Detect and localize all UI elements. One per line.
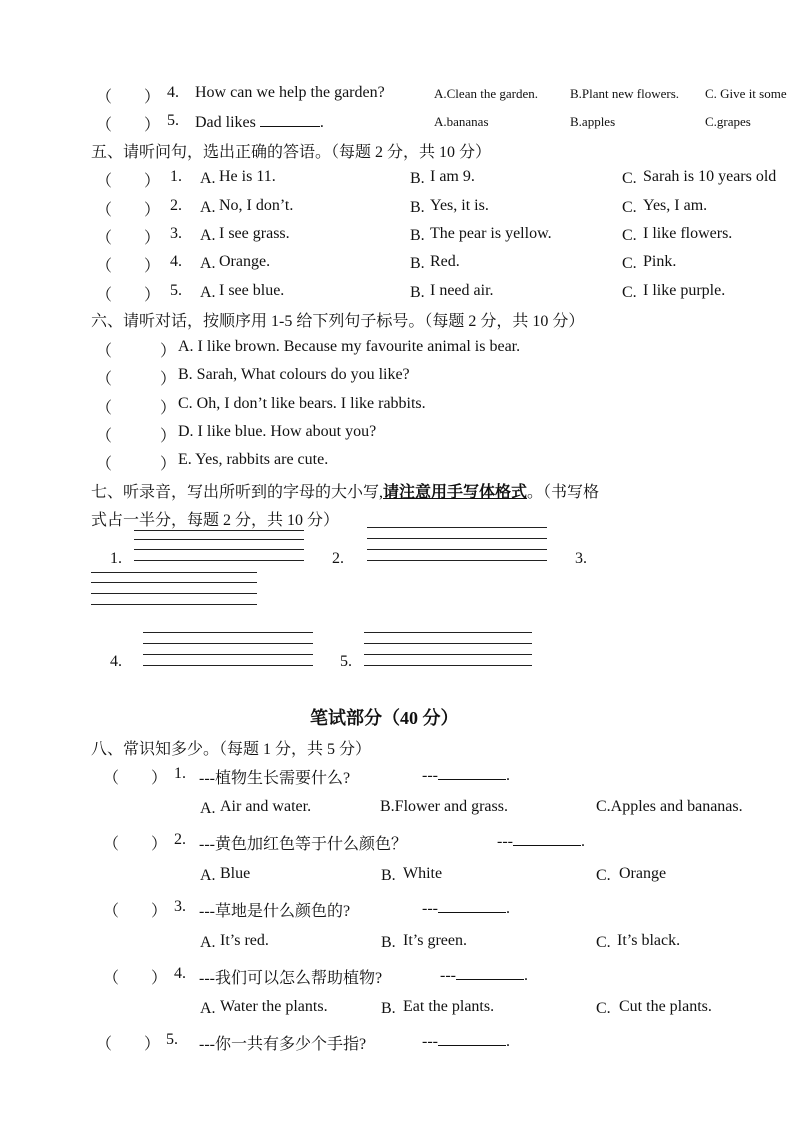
s6-b-paren: （ ） — [96, 371, 177, 388]
s6-d-text: D. I like blue. How about you? — [178, 423, 377, 440]
s8-q3-c: It’s black. — [617, 932, 681, 949]
s8-q1-a-letter: A. — [200, 800, 216, 817]
section8-heading: 八、常识知多少。（每题 1 分，共 5 分） — [91, 741, 372, 758]
s8-q4-answer — [440, 965, 528, 985]
s8-q5-answer-prefix: --- — [422, 1033, 438, 1050]
s5-q1-a-letter: A. — [200, 170, 216, 187]
s8-q4-c-letter: C. — [596, 1000, 611, 1017]
q5-option-c: C.grapes — [705, 114, 751, 129]
s8-q4-question: ---我们可以怎么帮助植物? — [199, 970, 383, 987]
s5-q5-paren: （ ） — [96, 287, 161, 304]
s8-q2-c: Orange — [619, 865, 667, 882]
s8-q5-paren: （ ） — [96, 1036, 161, 1053]
s8-q3-answer-prefix: --- — [422, 900, 438, 917]
s5-q5-c-letter: C. — [622, 284, 637, 301]
s8-q2-answer-suffix: . — [580, 833, 585, 850]
q4-option-c: C. Give it some — [705, 86, 787, 101]
s8-q3-answer-blank[interactable] — [438, 898, 506, 913]
s5-q3-number: 3. — [170, 225, 182, 242]
s8-q2-answer-blank[interactable] — [513, 831, 581, 846]
s5-q2-b-letter: B. — [410, 199, 425, 216]
s5-q1-number: 1. — [170, 168, 182, 185]
s8-q2-paren: （ ） — [103, 836, 168, 853]
s8-q3-c-letter: C. — [596, 934, 611, 951]
q5-answer-blank[interactable] — [260, 112, 320, 127]
q5-option-a: A.bananas — [434, 114, 489, 129]
s8-q3-answer-suffix: . — [505, 900, 510, 917]
s8-q2-answer — [497, 831, 585, 851]
q5-stem-end: . — [319, 114, 324, 131]
s5-q1-c-letter: C. — [622, 170, 637, 187]
s8-q3-paren: （ ） — [103, 903, 168, 920]
section7-heading-pre: 七、听录音，写出所听到的字母的大小写, — [91, 484, 384, 501]
writing-lines-3[interactable] — [91, 572, 257, 606]
q5-stem-text: Dad likes — [195, 114, 256, 131]
s5-q4-a-letter: A. — [200, 255, 216, 272]
q5-number: 5. — [167, 112, 179, 129]
s5-q3-b: The pear is yellow. — [430, 225, 552, 242]
writing-label-1: 1. — [110, 550, 122, 567]
s8-q4-answer-suffix: . — [523, 967, 528, 984]
s8-q3-number: 3. — [174, 898, 186, 915]
s5-q3-c-letter: C. — [622, 227, 637, 244]
s5-q2-paren: （ ） — [96, 202, 161, 219]
s8-q1-answer-blank[interactable] — [438, 765, 506, 780]
s5-q5-c: I like purple. — [643, 282, 726, 299]
s6-c-paren: （ ） — [96, 400, 177, 417]
q5-option-b: B.apples — [570, 114, 616, 129]
section7-heading-emphasis: 请注意用手写体格式 — [383, 484, 528, 501]
q5-paren: （ ） — [96, 117, 161, 134]
s8-q1-paren: （ ） — [103, 770, 168, 787]
written-part-title: 笔试部分（40 分） — [310, 708, 459, 728]
s5-q4-c-letter: C. — [622, 255, 637, 272]
s5-q2-a-letter: A. — [200, 199, 216, 216]
s8-q4-a: Water the plants. — [220, 998, 328, 1015]
s6-e-text: E. Yes, rabbits are cute. — [178, 451, 329, 468]
q4-option-b: B.Plant new flowers. — [570, 86, 680, 101]
s6-d-paren: （ ） — [96, 428, 177, 445]
s8-q2-b-letter: B. — [381, 867, 396, 884]
s8-q1-a: Air and water. — [220, 798, 312, 815]
section7-heading-post: 。（书写格 — [527, 484, 600, 501]
s8-q1-answer-suffix: . — [505, 767, 510, 784]
s5-q2-c-letter: C. — [622, 199, 637, 216]
q4-option-a: A.Clean the garden. — [434, 86, 538, 101]
s6-e-paren: （ ） — [96, 456, 177, 473]
q5-stem — [195, 112, 324, 132]
s8-q4-number: 4. — [174, 965, 186, 982]
s5-q1-paren: （ ） — [96, 173, 161, 190]
s8-q2-answer-prefix: --- — [497, 833, 513, 850]
s5-q3-c: I like flowers. — [643, 225, 733, 242]
s5-q4-b-letter: B. — [410, 255, 425, 272]
s5-q2-a: No, I don’t. — [219, 197, 294, 214]
s5-q1-b: I am 9. — [430, 168, 475, 185]
writing-label-5: 5. — [340, 653, 352, 670]
s5-q3-paren: （ ） — [96, 230, 161, 247]
s5-q2-c: Yes, I am. — [643, 197, 708, 214]
q4-stem: How can we help the garden? — [195, 84, 385, 101]
writing-lines-2[interactable] — [367, 527, 547, 562]
s8-q5-answer-blank[interactable] — [438, 1031, 506, 1046]
s8-q4-a-letter: A. — [200, 1000, 216, 1017]
s8-q1-question: ---植物生长需要什么? — [199, 770, 351, 787]
s8-q4-answer-blank[interactable] — [456, 965, 524, 980]
s6-a-text: A. I like brown. Because my favourite animal is bear. — [178, 338, 521, 355]
s6-a-paren: （ ） — [96, 343, 177, 360]
s5-q5-b: I need air. — [430, 282, 494, 299]
writing-lines-1[interactable] — [134, 530, 304, 562]
s8-q4-b-letter: B. — [381, 1000, 396, 1017]
s8-q1-c: C.Apples and bananas. — [596, 798, 743, 815]
s8-q4-b: Eat the plants. — [403, 998, 495, 1015]
writing-lines-5[interactable] — [364, 632, 532, 666]
s8-q2-b: White — [403, 865, 443, 882]
s5-q1-c: Sarah is 10 years old — [643, 168, 777, 185]
s8-q1-b: B.Flower and grass. — [380, 798, 508, 815]
writing-label-2: 2. — [332, 550, 344, 567]
s5-q4-a: Orange. — [219, 253, 271, 270]
s8-q4-answer-prefix: --- — [440, 967, 456, 984]
s5-q4-paren: （ ） — [96, 258, 161, 275]
s8-q2-question: ---黄色加红色等于什么颜色？ — [199, 836, 407, 853]
s8-q1-answer-prefix: --- — [422, 767, 438, 784]
s5-q5-a-letter: A. — [200, 284, 216, 301]
s8-q5-question: ---你一共有多少个手指? — [199, 1036, 367, 1053]
writing-lines-4[interactable] — [143, 632, 313, 666]
s8-q5-number: 5. — [166, 1031, 178, 1048]
s5-q2-number: 2. — [170, 197, 182, 214]
s8-q1-number: 1. — [174, 765, 186, 782]
s8-q1-answer — [422, 765, 510, 785]
s5-q3-b-letter: B. — [410, 227, 425, 244]
s5-q5-number: 5. — [170, 282, 182, 299]
s8-q2-a-letter: A. — [200, 867, 216, 884]
section7-heading-line2: 式占一半分，每题 2 分，共 10 分） — [91, 512, 340, 529]
s5-q1-b-letter: B. — [410, 170, 425, 187]
s8-q2-number: 2. — [174, 831, 186, 848]
s5-q3-a-letter: A. — [200, 227, 216, 244]
s8-q2-a: Blue — [220, 865, 251, 882]
section6-heading: 六、请听对话，按顺序用 1-5 给下列句子标号。（每题 2 分，共 10 分） — [91, 313, 585, 330]
s6-b-text: B. Sarah, What colours do you like? — [178, 366, 410, 383]
s8-q2-c-letter: C. — [596, 867, 611, 884]
s8-q3-b: It’s green. — [403, 932, 467, 949]
s5-q4-c: Pink. — [643, 253, 677, 270]
s5-q5-a: I see blue. — [219, 282, 285, 299]
s8-q5-answer-suffix: . — [505, 1033, 510, 1050]
s5-q1-a: He is 11. — [219, 168, 276, 185]
s8-q5-answer — [422, 1031, 510, 1051]
section5-heading: 五、请听问句，选出正确的答语。（每题 2 分，共 10 分） — [91, 144, 492, 161]
writing-label-4: 4. — [110, 653, 122, 670]
q4-paren: （ ） — [96, 89, 161, 106]
s5-q4-b: Red. — [430, 253, 460, 270]
s8-q3-a: It’s red. — [220, 932, 269, 949]
s5-q3-a: I see grass. — [219, 225, 290, 242]
s8-q3-question: ---草地是什么颜色的? — [199, 903, 351, 920]
s5-q2-b: Yes, it is. — [430, 197, 489, 214]
s8-q4-paren: （ ） — [103, 970, 168, 987]
q4-number: 4. — [167, 84, 179, 101]
section7-heading — [91, 479, 599, 502]
writing-label-3: 3. — [575, 550, 587, 567]
s5-q4-number: 4. — [170, 253, 182, 270]
s8-q3-answer — [422, 898, 510, 918]
s8-q3-a-letter: A. — [200, 934, 216, 951]
s6-c-text: C. Oh, I don’t like bears. I like rabbits. — [178, 395, 426, 412]
s8-q3-b-letter: B. — [381, 934, 396, 951]
s8-q4-c: Cut the plants. — [619, 998, 712, 1015]
s5-q5-b-letter: B. — [410, 284, 425, 301]
